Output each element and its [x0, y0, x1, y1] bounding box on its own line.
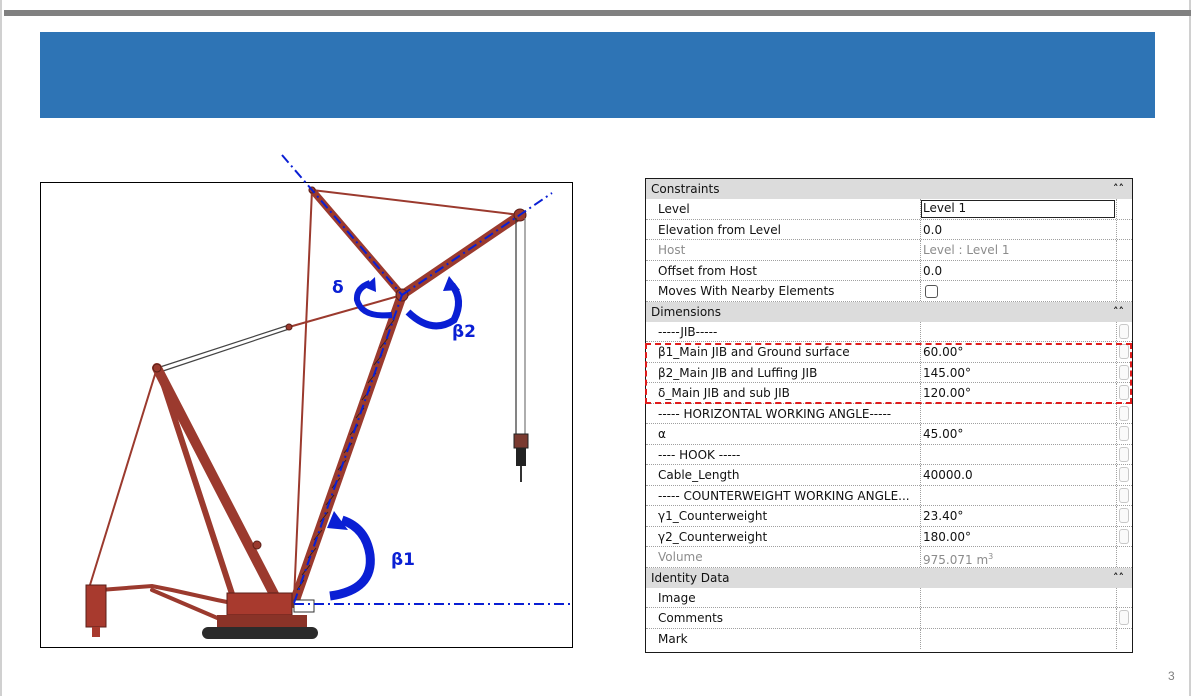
collapse-chevron-icon[interactable]: ˄˄: [1113, 304, 1124, 318]
property-row-hook-separator[interactable]: [646, 445, 1132, 466]
property-row-gamma1[interactable]: [646, 506, 1132, 527]
properties-panel: [645, 178, 1133, 653]
group-header-constraints[interactable]: [646, 179, 1132, 199]
associate-parameter-button[interactable]: [1119, 508, 1129, 523]
property-name: Comments: [646, 608, 921, 628]
property-row-cable-length[interactable]: [646, 465, 1132, 486]
delta-angle-label: δ: [332, 278, 344, 298]
property-name: Volume: [646, 547, 921, 567]
property-name: Offset from Host: [646, 261, 921, 281]
property-row-comments[interactable]: [646, 608, 1132, 629]
associate-parameter-button[interactable]: [1119, 610, 1129, 625]
comments-value[interactable]: [921, 608, 1117, 628]
image-value[interactable]: [921, 588, 1117, 608]
property-value[interactable]: [921, 322, 1117, 342]
property-row-image[interactable]: [646, 588, 1132, 609]
group-header-dimensions[interactable]: [646, 302, 1132, 322]
page-number: 3: [1168, 669, 1175, 683]
gamma2-value[interactable]: 180.00°: [921, 527, 1117, 547]
group-title: Constraints: [651, 182, 720, 196]
property-row-volume: [646, 547, 1132, 568]
beta1-value[interactable]: 60.00°: [921, 342, 1117, 362]
mark-value[interactable]: [921, 629, 1117, 650]
property-row-beta2[interactable]: [646, 363, 1132, 384]
associate-parameter-button[interactable]: [1119, 426, 1129, 441]
collapse-chevron-icon[interactable]: ˄˄: [1113, 570, 1124, 584]
associate-parameter-button[interactable]: [1119, 385, 1129, 400]
property-name: -----JIB-----: [646, 322, 921, 342]
property-name: β1_Main JIB and Ground surface: [646, 342, 921, 362]
property-name: Image: [646, 588, 921, 608]
property-name: ----- COUNTERWEIGHT WORKING ANGLE...: [646, 486, 921, 506]
associate-parameter-button[interactable]: [1119, 447, 1129, 462]
collapse-chevron-icon[interactable]: ˄˄: [1113, 182, 1124, 195]
property-name: Host: [646, 240, 921, 260]
associate-parameter-button[interactable]: [1119, 467, 1129, 482]
property-row-alpha[interactable]: [646, 424, 1132, 445]
level-input[interactable]: Level 1: [921, 200, 1115, 218]
property-row-level[interactable]: [646, 199, 1132, 220]
property-row-host: [646, 240, 1132, 261]
property-row-elevation-from-level[interactable]: [646, 220, 1132, 241]
property-name: δ_Main JIB and sub JIB: [646, 383, 921, 403]
property-row-counterweight-separator[interactable]: [646, 486, 1132, 507]
crane-figure-frame: [40, 182, 573, 648]
property-name: Mark: [646, 629, 921, 650]
property-name: γ1_Counterweight: [646, 506, 921, 526]
associate-parameter-button[interactable]: [1119, 344, 1129, 359]
elevation-from-level-value[interactable]: 0.0: [921, 220, 1117, 240]
property-name: Cable_Length: [646, 465, 921, 485]
cable-length-value[interactable]: 40000.0: [921, 465, 1117, 485]
title-banner: [40, 32, 1155, 118]
offset-from-host-value[interactable]: 0.0: [921, 261, 1117, 281]
property-name: ---- HOOK -----: [646, 445, 921, 465]
beta2-angle-label: β2: [452, 322, 476, 342]
property-row-beta1[interactable]: [646, 342, 1132, 363]
property-row-gamma2[interactable]: [646, 527, 1132, 548]
associate-parameter-button[interactable]: [1119, 406, 1129, 421]
property-row-horizontal-angle-separator[interactable]: [646, 404, 1132, 425]
associate-parameter-button[interactable]: [1119, 324, 1129, 339]
property-value[interactable]: [921, 404, 1117, 424]
moves-with-nearby-checkbox[interactable]: [925, 285, 938, 298]
beta1-angle-label: β1: [391, 550, 415, 570]
property-name: Level: [646, 199, 921, 219]
property-name: β2_Main JIB and Luffing JIB: [646, 363, 921, 383]
property-row-jib-separator[interactable]: [646, 322, 1132, 343]
gamma1-value[interactable]: 23.40°: [921, 506, 1117, 526]
property-row-offset-from-host[interactable]: [646, 261, 1132, 282]
delta-value[interactable]: 120.00°: [921, 383, 1117, 403]
property-name: ----- HORIZONTAL WORKING ANGLE-----: [646, 404, 921, 424]
beta2-value[interactable]: 145.00°: [921, 363, 1117, 383]
group-title: Dimensions: [651, 304, 722, 319]
property-value[interactable]: [921, 445, 1117, 465]
property-row-delta[interactable]: [646, 383, 1132, 404]
property-name: γ2_Counterweight: [646, 527, 921, 547]
host-value: Level : Level 1: [921, 240, 1117, 260]
property-row-mark[interactable]: [646, 629, 1132, 650]
associate-parameter-button[interactable]: [1119, 365, 1129, 380]
alpha-value[interactable]: 45.00°: [921, 424, 1117, 444]
associate-parameter-button[interactable]: [1119, 488, 1129, 503]
associate-parameter-button[interactable]: [1119, 529, 1129, 544]
slide-top-divider: [4, 10, 1191, 16]
property-name: Moves With Nearby Elements: [646, 281, 921, 301]
group-title: Identity Data: [651, 570, 730, 585]
property-value[interactable]: [921, 486, 1117, 506]
group-header-identity-data[interactable]: [646, 568, 1132, 588]
volume-value: 975.071 $m^3$: [921, 547, 1117, 567]
property-row-moves-with-nearby[interactable]: [646, 281, 1132, 302]
property-name: α: [646, 424, 921, 444]
property-name: Elevation from Level: [646, 220, 921, 240]
